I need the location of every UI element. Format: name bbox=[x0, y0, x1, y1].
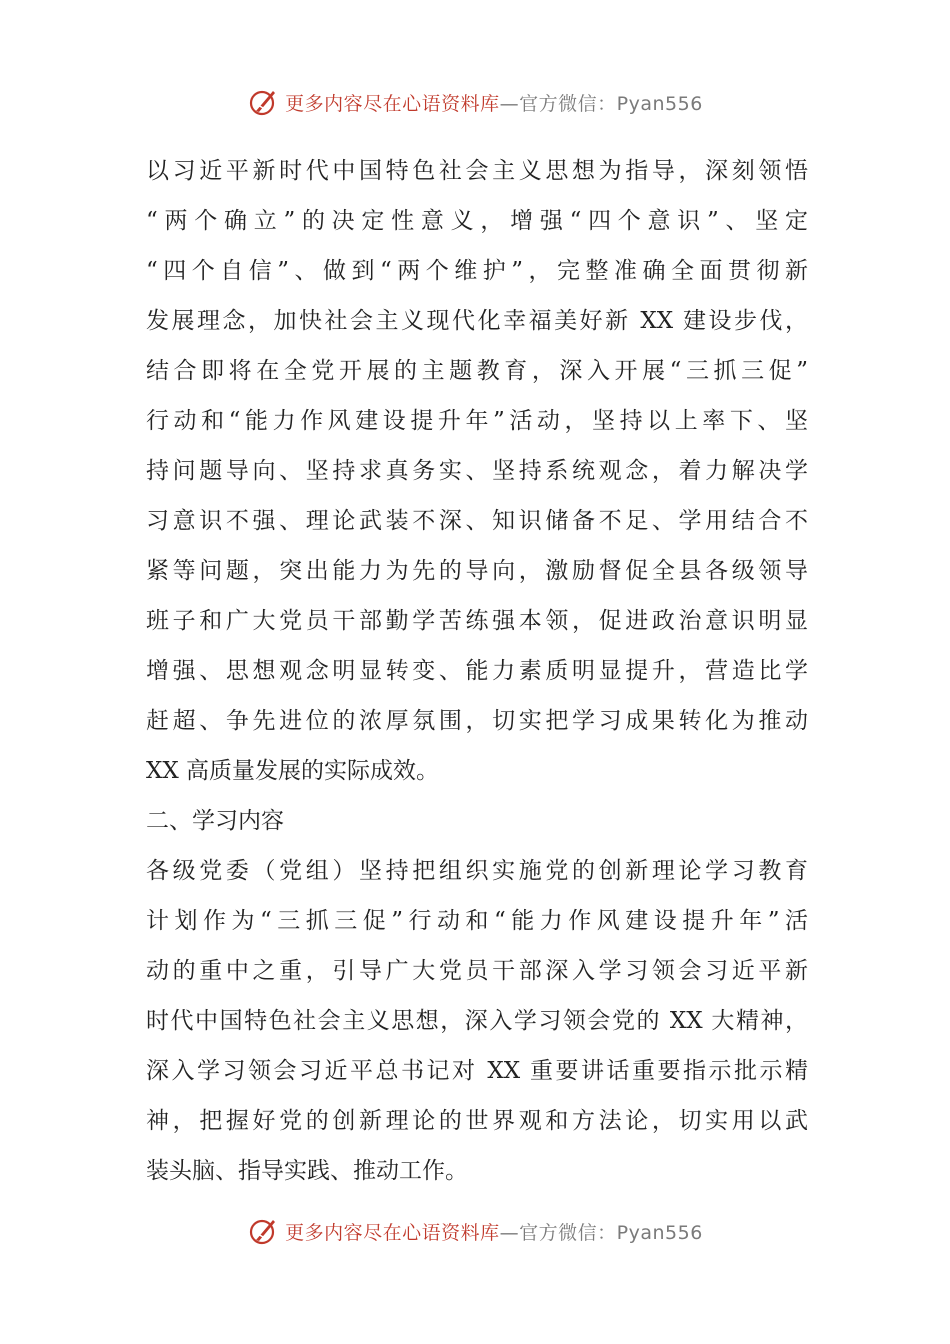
text-line: 以习近平新时代中国特色社会主义思想为指导，深刻领悟 bbox=[146, 158, 808, 184]
text-line: 班子和广大党员干部勤学苦练强本领，促进政治意识明显 bbox=[146, 608, 808, 634]
text-line: 时代中国特色社会主义思想，深入学习领会党的 XX 大精神， bbox=[146, 1008, 808, 1034]
watermark-text bbox=[285, 1218, 703, 1245]
text-line: 装头脑、指导实践、推动工作。 bbox=[146, 1158, 468, 1184]
watermark-header bbox=[0, 82, 950, 122]
watermark-dash: — bbox=[499, 92, 520, 115]
watermark-main-text: 更多内容尽在心语资料库 bbox=[285, 1221, 500, 1244]
watermark-main-text: 更多内容尽在心语资料库 bbox=[285, 92, 500, 115]
text-line: 动的重中之重，引导广大党员干部深入学习领会习近平新 bbox=[146, 958, 808, 984]
text-line: 各级党委（党组）坚持把组织实施党的创新理论学习教育 bbox=[146, 858, 808, 884]
quill-pen-circle-icon bbox=[247, 1215, 279, 1247]
watermark-secondary-text: 官方微信：Pyan556 bbox=[519, 92, 703, 115]
watermark-text bbox=[285, 89, 703, 116]
text-line: 紧等问题，突出能力为先的导向，激励督促全县各级领导 bbox=[146, 558, 808, 584]
document-body bbox=[146, 146, 808, 1196]
watermark-footer bbox=[0, 1211, 950, 1251]
quill-pen-circle-icon bbox=[247, 86, 279, 118]
text-line: 发展理念，加快社会主义现代化幸福美好新 XX 建设步伐， bbox=[146, 308, 808, 334]
text-line: 习意识不强、理论武装不深、知识储备不足、学用结合不 bbox=[146, 508, 808, 534]
text-line: “四个自信”、做到“两个维护”，完整准确全面贯彻新 bbox=[146, 258, 808, 284]
text-line: 增强、思想观念明显转变、能力素质明显提升，营造比学 bbox=[146, 658, 808, 684]
text-line: 神，把握好党的创新理论的世界观和方法论，切实用以武 bbox=[146, 1108, 808, 1134]
text-line: 持问题导向、坚持求真务实、坚持系统观念，着力解决学 bbox=[146, 458, 808, 484]
text-line: “两个确立”的决定性意义，增强“四个意识”、坚定 bbox=[146, 208, 808, 234]
text-line: 赶超、争先进位的浓厚氛围，切实把学习成果转化为推动 bbox=[146, 708, 808, 734]
text-line: 行动和“能力作风建设提升年”活动，坚持以上率下、坚 bbox=[146, 408, 808, 434]
text-line: 结合即将在全党开展的主题教育，深入开展“三抓三促” bbox=[146, 358, 808, 384]
text-line: XX 高质量发展的实际成效。 bbox=[146, 758, 440, 784]
text-line: 计划作为“三抓三促”行动和“能力作风建设提升年”活 bbox=[146, 908, 808, 934]
section-heading: 二、学习内容 bbox=[146, 808, 284, 834]
watermark-secondary-text: 官方微信：Pyan556 bbox=[519, 1221, 703, 1244]
text-line: 深入学习领会习近平总书记对 XX 重要讲话重要指示批示精 bbox=[146, 1058, 808, 1084]
watermark-dash: — bbox=[499, 1221, 520, 1244]
